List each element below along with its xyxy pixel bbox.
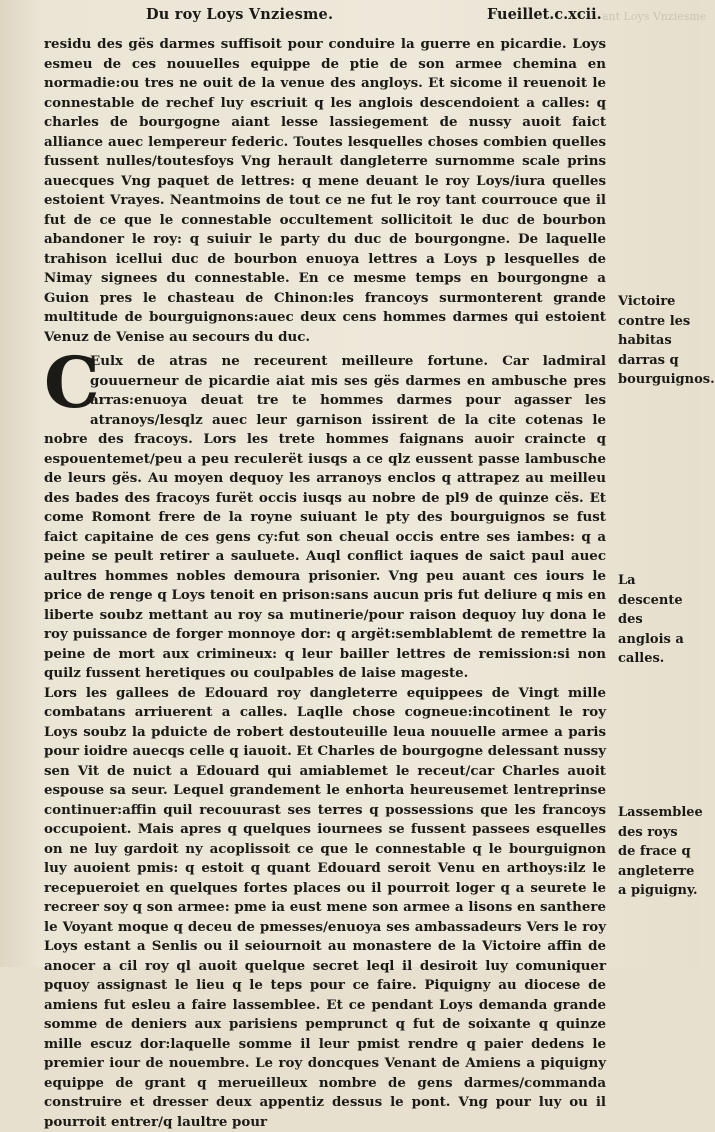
margin-note-descente: La descente des anglois a calles. bbox=[618, 571, 698, 669]
paragraph-2 bbox=[44, 352, 606, 684]
paragraph-3: Lors les gallees de Edouard roy dangleterre equippees de Vingt mille combatans arriuerent a calles. Laqlle chose cogneue:incotinent le roy Loys soubz la pduicte de robert destouteuille leua nouuelle armee a paris pour ioidre auecqs celle q iauoit. Et Charles de bourgogne delessant nussy sen Vit de nuict a Edouard qui amiablemet le receut/car Charles auoit espouse sa seur. Lequel grandement le enhorta heureusemet lentreprinse continuer:affin quil recouurast ses terres q possessions que les francoys occupoient. Mais apres q quelques iournees se fussent passees esquelles on ne luy gardoit ny acoplissoit ce que le connestable q le bourguignon luy auoient pmis: q estoit q quant Edouard seroit Venu en arthoys:ilz le recepueroiet en quelques fortes places ou il pourroit loger q a seurete le recreer soy q son armee: pme ia eust mene son armee a lisons en santhere le Voyant moque q deceu de pmesses/enuoya ses ambassadeurs Vers le roy Loys estant a Senlis ou il seiournoit au monastere de la Victoire affin de anocer a cil roy ql auoit quelque secret leql il desiroit luy comuniquer pquoy assignast le lieu q le teps pour ce faire. Piquigny au diocese de amiens fut esleu a faire lassemblee. Et ce pendant Loys demanda grande somme de deniers aux parisiens pemprunct q fut de soixante q quinze mille escuz dor:laquelle somme il leur pmist rendre q paier dedens le premier iour de nouembre. Le roy doncques Venant de Amiens a piquigny equippe de grant q merueilleux nombre de gens darmes/commanda construire et dresser deux appentiz dessus le pont. Vng pour luy ou il pourroit entrer/q laultre pour bbox=[44, 684, 606, 1132]
running-title: Du roy Loys Vnziesme. bbox=[146, 6, 333, 23]
margin-note-victoire: Victoire contre les habitas darras q bourguignos. bbox=[618, 292, 698, 390]
show-through-text: ant Loys Vnziesme bbox=[602, 10, 692, 23]
main-text-column bbox=[44, 35, 606, 1132]
decorated-initial: C bbox=[44, 354, 84, 414]
paragraph-2-text: Eulx de atras ne receurent meilleure fortune. Car ladmiral gouuerneur de picardie aiat mis ses gës darmes en ambusche pres arras:enuoya deuat tre te hommes darmes pour agasser les atranoys/lesqlz auec leur garnison issirent de la cite cotenas le nobre des fracoys. Lors les trete hommes faignans auoir craincte q espouentemet/peu a peu reculerët iusqs a ce qlz eussent passe lambusche de leurs gës. Au moyen dequoy les arranoys enclos q attrapez au meilleu des bades des fracoys furët occis iusqs au nobre de pl9 de quinze cës. Et come Romont frere de la royne suiuant le pty des bourguignos se fust faict capitaine de ces gens cy:fut son cheual occis entre ses iambes: q a peine se peult retirer a sauluete. Auql conflict iaques de saict paul auec aultres hommes nobles demoura prisonier. Vng peu auant ces iours le price de renge q Loys tenoit en prison:sans aucun pris fut deliure q mis en liberte soubz mettant au roy sa mutinerie/pour raison dequoy luy dona le roy puissance de forger monnoye dor: q argët:semblablemt de remettre la peine de mort aux crimineux: q leur bailler lettres de remission:si non quilz fussent heretiques ou coulpables de laise mageste. bbox=[44, 353, 606, 681]
folio-number: Fueillet.c.xcii. bbox=[487, 6, 602, 23]
margin-note-assemblee: Lassemblee des roys de frace q angleterre a piguigny. bbox=[618, 803, 698, 901]
paragraph-1: residu des gës darmes suffisoit pour conduire la guerre en picardie. Loys esmeu de ces nouuelles equippe de ptie de son armee chemina en normadie:ou tres ne ouit de la venue des angloys. Et sicome il reuenoit le connestable de rechef luy escriuit q les anglois descendoient a calles: q charles de bourgogne aiant lesse lassiegement de nussy auoit faict alliance auec lempereur federic. Toutes lesquelles choses combien quelles fussent nulles/toutesfoys Vng herault dangleterre surnomme scale prins auecques Vng paquet de lettres: q mene deuant le roy Loys/iura quelles estoient Vrayes. Neantmoins de tout ce ne fut le roy tant courrouce que il fut de ce que le connestable occultement sollicitoit le duc de bourbon abandoner le roy: q suiuir le party du duc de bourgongne. De laquelle trahison icellui duc de bourbon enuoya lettres a Loys p lesquelles de Nimay signees du connestable. En ce mesme temps en bourgongne a Guion pres le chasteau de Chinon:les francoys surmonterent grande multitude de bourguignons:auec deux cens hommes darmes qui estoient Venuz de Venise au secours du duc. bbox=[44, 35, 606, 347]
